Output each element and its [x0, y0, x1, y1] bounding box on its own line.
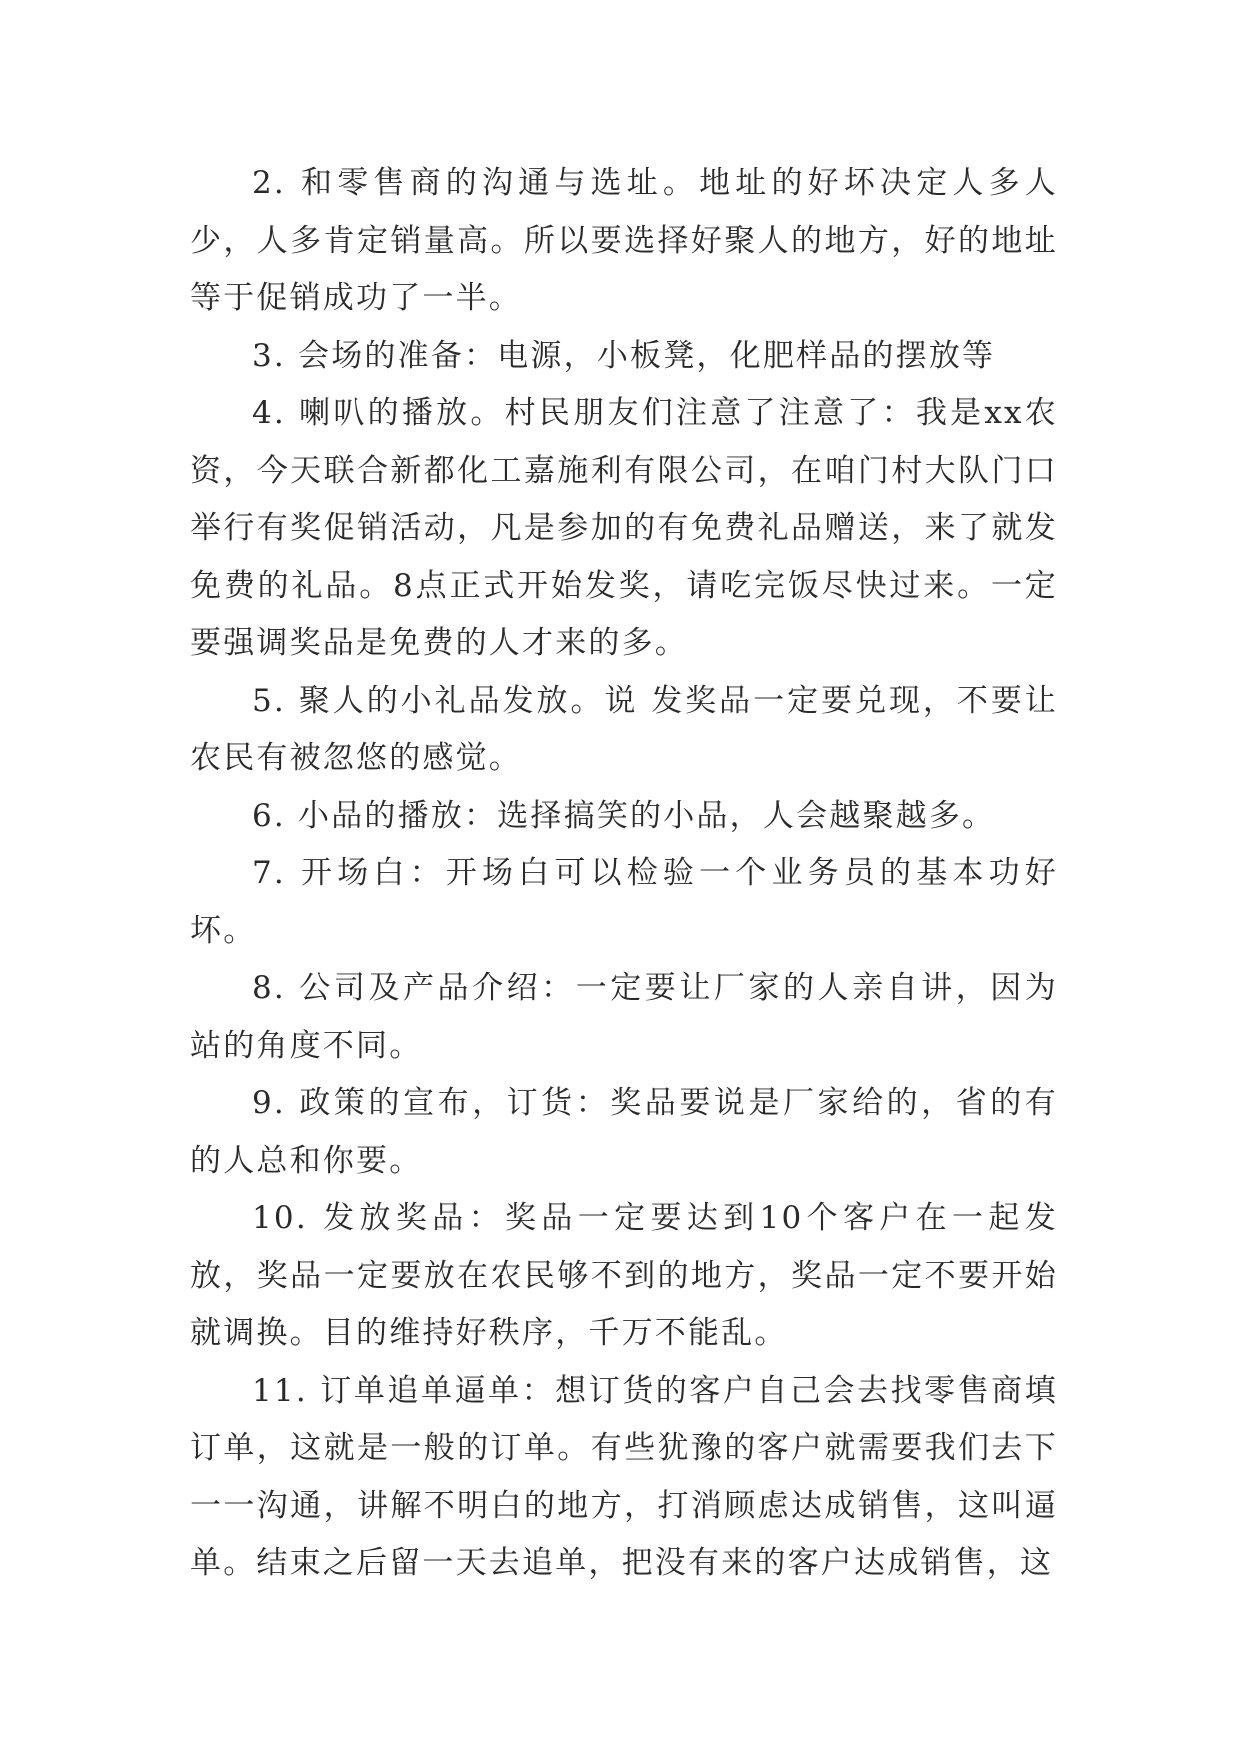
paragraph-item-5: 5. 聚人的小礼品发放。说 发奖品一定要兑现，不要让农民有被忽悠的感觉。	[190, 682, 1058, 776]
paragraph-item-7: 7. 开场白：开场白可以检验一个业务员的基本功好坏。	[190, 855, 1058, 949]
paragraph-item-6: 6. 小品的播放：选择搞笑的小品，人会越聚越多。	[252, 797, 996, 834]
paragraph-item-2: 2. 和零售商的沟通与选址。地址的好坏决定人多人少，人多肯定销量高。所以要选择好聚人的地方，好的地址等于促销成功了一半。	[190, 165, 1058, 316]
paragraph-item-9: 9. 政策的宣布，订货：奖品要说是厂家给的，省的有的人总和你要。	[190, 1085, 1058, 1179]
paragraph-item-11: 11. 订单追单逼单：想订货的客户自己会去找零售商填订单，这就是一般的订单。有些犹豫的客户就需要我们去下一一沟通，讲解不明白的地方，打消顾虑达成销售，这叫逼单。结束之后留一天去追单，把没有来的客户达成销售，这	[190, 1372, 1058, 1581]
document-body	[190, 155, 1058, 1593]
paragraph-item-10: 10. 发放奖品：奖品一定要达到10个客户在一起发放，奖品一定要放在农民够不到的地方，奖品一定不要开始就调换。目的维持好秩序，千万不能乱。	[190, 1200, 1058, 1351]
paragraph-item-8: 8. 公司及产品介绍：一定要让厂家的人亲自讲，因为站的角度不同。	[190, 970, 1058, 1064]
paragraph-item-3: 3. 会场的准备：电源，小板凳，化肥样品的摆放等	[252, 337, 996, 374]
paragraph-item-4: 4. 喇叭的播放。村民朋友们注意了注意了：我是xx农资，今天联合新都化工嘉施利有限公司，在咱门村大队门口举行有奖促销活动，凡是参加的有免费礼品赠送，来了就发免费的礼品。8点正式开始发奖，请吃完饭尽快过来。一定要强调奖品是免费的人才来的多。	[190, 395, 1058, 661]
